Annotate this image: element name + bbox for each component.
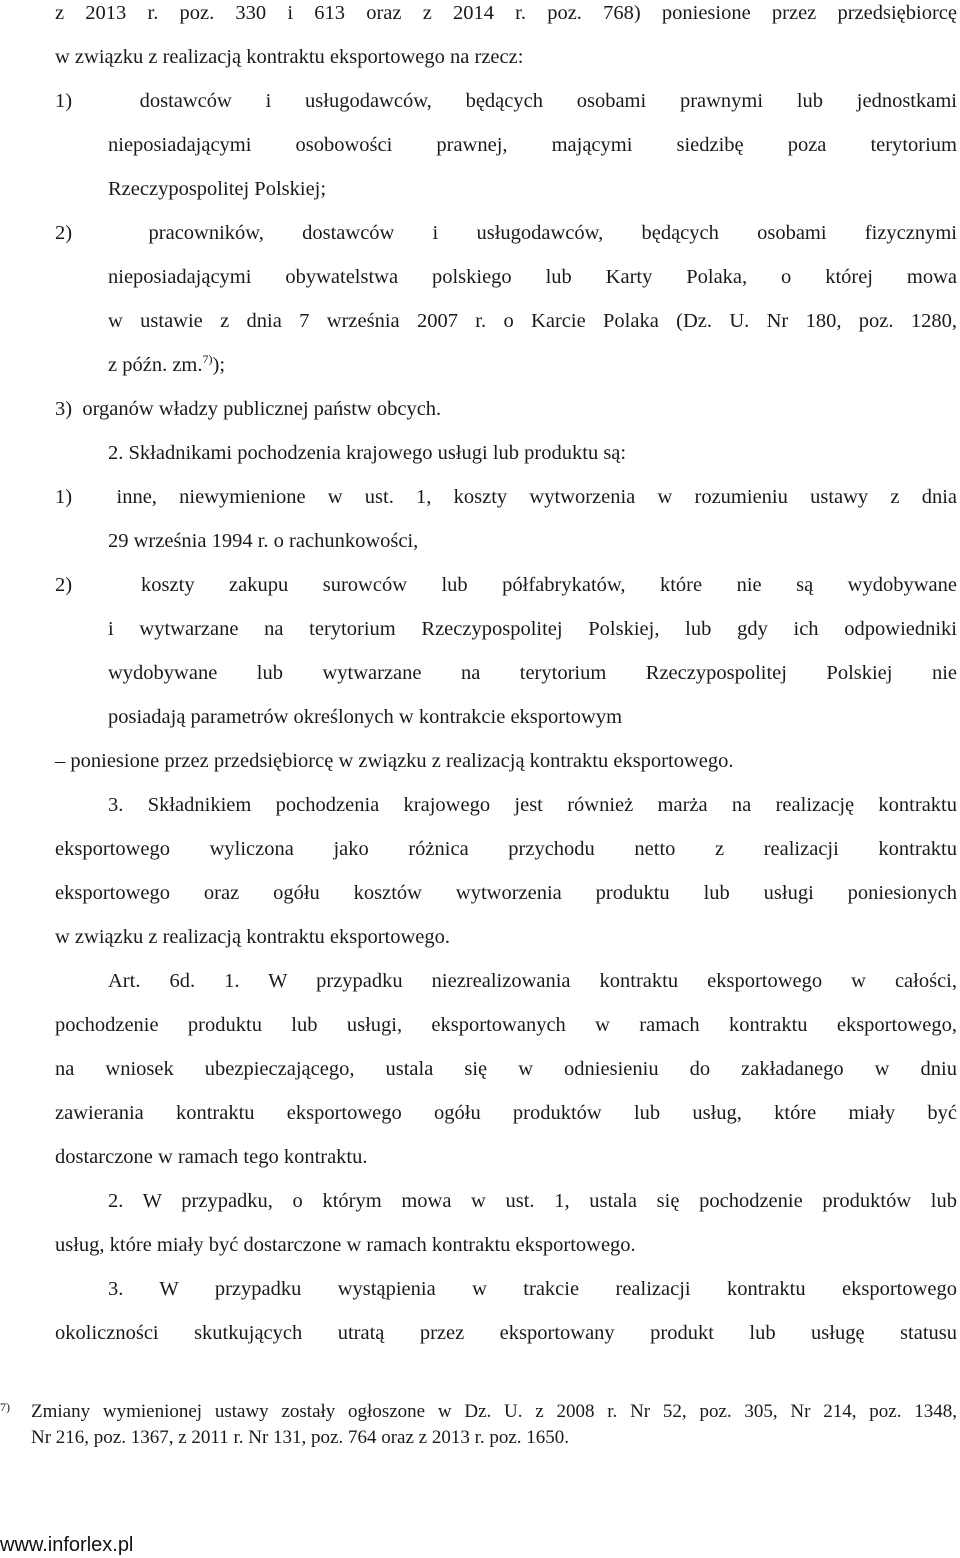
body-line: usług, które miały być dostarczone w ramach kontraktu eksportowego. xyxy=(55,1234,636,1256)
body-text: ); xyxy=(212,354,226,376)
paragraph-3: 3. W przypadku wystąpienia w trakcie realizacji kontraktu eksportowego xyxy=(108,1278,957,1300)
body-line: i wytwarzane na terytorium Rzeczypospolitej Polskiej, lub gdy ich odpowiedniki xyxy=(108,618,957,640)
list-item-1: 1) inne, niewymienione w ust. 1, koszty wytworzenia w rozumieniu ustawy z dnia xyxy=(55,486,957,508)
footer-url: www.inforlex.pl xyxy=(0,1534,134,1556)
body-line xyxy=(108,352,225,378)
body-line: okoliczności skutkujących utratą przez eksportowany produkt lub usługę statusu xyxy=(55,1322,957,1344)
paragraph-2: 2. W przypadku, o którym mowa w ust. 1, ustala się pochodzenie produktów lub xyxy=(108,1190,957,1212)
body-line: pochodzenie produktu lub usługi, eksportowanych w ramach kontraktu eksportowego, xyxy=(55,1014,957,1036)
paragraph-2: 2. Składnikami pochodzenia krajowego usługi lub produktu są: xyxy=(108,442,627,464)
footnote-reference: 7) xyxy=(202,352,213,367)
body-line: dostarczone w ramach tego kontraktu. xyxy=(55,1146,368,1168)
body-line: wydobywane lub wytwarzane na terytorium Rzeczypospolitej Polskiej nie xyxy=(108,662,957,684)
footnote-marker: 7) xyxy=(0,1400,10,1414)
body-line: w związku z realizacją kontraktu eksportowego na rzecz: xyxy=(55,46,524,68)
list-item-2: 2) pracowników, dostawców i usługodawców, będących osobami fizycznymi xyxy=(55,222,957,244)
body-line: w ustawie z dnia 7 września 2007 r. o Karcie Polaka (Dz. U. Nr 180, poz. 1280, xyxy=(108,310,957,332)
body-line: – poniesione przez przedsiębiorcę w związku z realizacją kontraktu eksportowego. xyxy=(55,750,734,772)
body-line: 29 września 1994 r. o rachunkowości, xyxy=(108,530,419,552)
paragraph-3: 3. Składnikiem pochodzenia krajowego jest również marża na realizację kontraktu xyxy=(108,794,957,816)
body-text: z późn. zm. xyxy=(108,354,203,376)
body-line: w związku z realizacją kontraktu eksportowego. xyxy=(55,926,451,948)
body-line: eksportowego oraz ogółu kosztów wytworzenia produktu lub usługi poniesionych xyxy=(55,882,957,904)
body-line: na wniosek ubezpieczającego, ustala się w odniesieniu do zakładanego w dniu xyxy=(55,1058,957,1080)
list-item-2: 2) koszty zakupu surowców lub półfabrykatów, które nie są wydobywane xyxy=(55,574,957,596)
body-line: Rzeczypospolitej Polskiej; xyxy=(108,178,327,200)
body-line: nieposiadającymi obywatelstwa polskiego lub Karty Polaka, o której mowa xyxy=(108,266,957,288)
body-line: z 2013 r. poz. 330 i 613 oraz z 2014 r. poz. 768) poniesione przez przedsiębiorcę xyxy=(55,2,957,24)
list-item-3: 3) organów władzy publicznej państw obcych. xyxy=(55,398,442,420)
body-line: posiadają parametrów określonych w kontrakcie eksportowym xyxy=(108,706,623,728)
list-item-1: 1) dostawców i usługodawców, będących osobami prawnymi lub jednostkami xyxy=(55,90,957,112)
footnote-line: Zmiany wymienionej ustawy zostały ogłoszone w Dz. U. z 2008 r. Nr 52, poz. 305, Nr 214, poz. 1348, xyxy=(31,1401,957,1422)
body-line: zawierania kontraktu eksportowego ogółu produktów lub usług, które miały być xyxy=(55,1102,957,1124)
article-6d-heading: Art. 6d. 1. W przypadku niezrealizowania kontraktu eksportowego w całości, xyxy=(108,970,957,992)
body-line: eksportowego wyliczona jako różnica przychodu netto z realizacji kontraktu xyxy=(55,838,957,860)
body-line: nieposiadającymi osobowości prawnej, mającymi siedzibę poza terytorium xyxy=(108,134,957,156)
footnote-line: Nr 216, poz. 1367, z 2011 r. Nr 131, poz. 764 oraz z 2013 r. poz. 1650. xyxy=(31,1427,570,1448)
